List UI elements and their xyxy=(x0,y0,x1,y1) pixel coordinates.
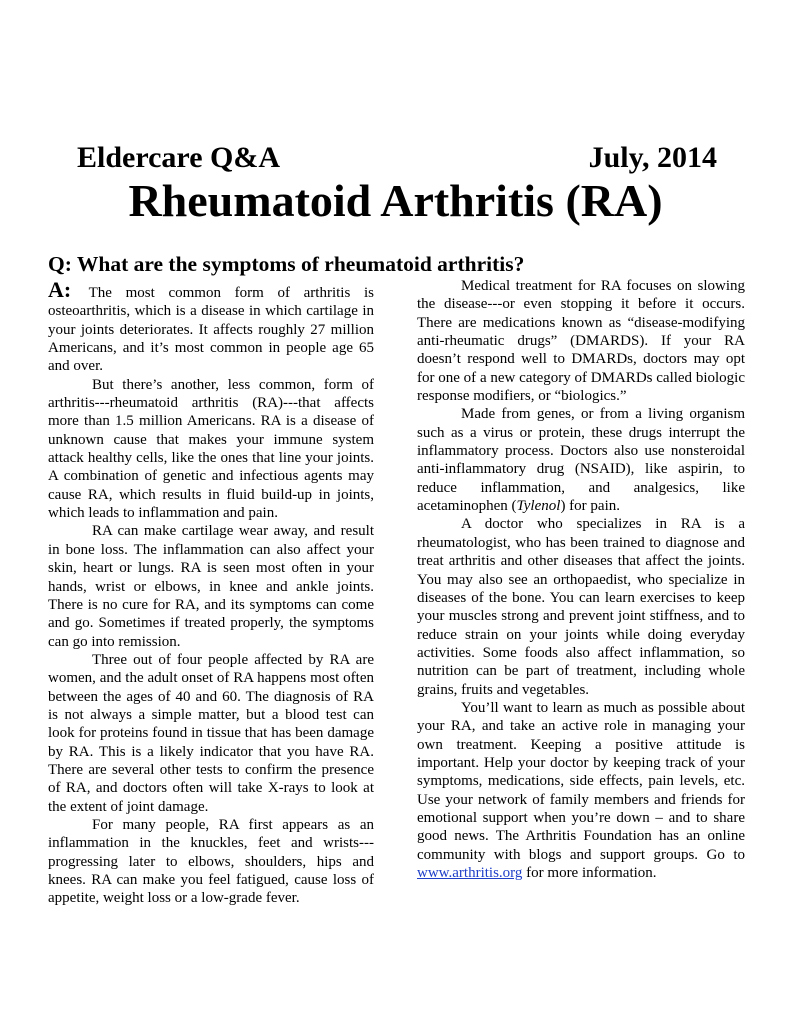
question-heading: Q: What are the symptoms of rheumatoid arthritis? xyxy=(48,252,525,276)
answer-paragraph-3: RA can make cartilage wear away, and result in bone loss. The inflammation can also affect your skin, heart or lungs. RA is seen most often in your hands, wrist or elbows, in knee and ankle joints. There is no cure for RA, and its symptoms can come and go. Sometimes if treated properly, the symptoms can go into remission. xyxy=(48,523,374,650)
answer-paragraph-2: But there’s another, less common, form of arthritis---rheumatoid arthritis (RA)---that affects more than 1.5 million Americans. RA is a disease of unknown cause that makes your immune system attack healthy cells, like the ones that line your joints. A combination of genetic and infectious agents may cause RA, which results in fluid build-up in joints, which leads to inflammation and pain. xyxy=(48,376,374,522)
answer-paragraph-8: A doctor who specializes in RA is a rheumatologist, who has been trained to diagnose and treat arthritis and other diseases that affect the joints. You may also see an orthopaedist, who specialize in diseases of the bone. You can learn exercises to keep your muscles strong and prevent joint stiffness, and to reduce strain on your joints while doing everyday activities. Some foods also affect inflammation, so nutrition can be part of treatment, including whole grains, fruits and vegetables. xyxy=(417,516,745,698)
answer-paragraph-1 xyxy=(48,277,374,376)
answer-text-9a: You’ll want to learn as much as possible about your RA, and take an active role in managing your own treatment. Keeping a positive attitude is important. Help your doctor by keeping track of your symptoms, medications, side effects, pain levels, etc. Use your network of family members and friends for emotional support when you’re down – and to share good news. The Arthritis Foundation has an online community with blogs and support groups. Go to xyxy=(417,699,745,863)
answer-paragraph-6: Medical treatment for RA focuses on slowing the disease---or even stopping it before it occurs. There are medications known as “disease-modifying anti-rheumatic drugs” (DMARDS). If your RA doesn’t respond well to DMARDs, doctors may opt for one of a new category of DMARDs called biologic response modifiers, or “biologics.” xyxy=(417,278,745,405)
answer-label: A: xyxy=(48,277,72,302)
publication-name: Eldercare Q&A xyxy=(77,141,281,174)
right-column xyxy=(417,277,745,882)
page-title: Rheumatoid Arthritis (RA) xyxy=(128,175,663,226)
issue-date: July, 2014 xyxy=(588,141,717,174)
answer-paragraph-5: For many people, RA first appears as an inflammation in the knuckles, feet and wrists---progressing later to elbows, shoulders, hips and knees. RA can make you feel fatigued, cause loss of appetite, weight loss or a low-grade fever. xyxy=(48,816,374,907)
answer-paragraph-9 xyxy=(417,699,745,882)
left-column xyxy=(48,277,374,908)
answer-paragraph-4: Three out of four people affected by RA are women, and the adult onset of RA happens most often between the ages of 40 and 60. The diagnosis of RA is not always a simple matter, but a blood test can look for proteins found in tissue that has been damage by RA. This is a likely indicator that you have RA. There are several other tests to confirm the presence of RA, and doctors often will take X-rays to look at the extent of joint damage. xyxy=(48,651,374,815)
answer-text-1: The most common form of arthritis is osteoarthritis, which is a disease in which cartilage in your joints deteriorates. It affects roughly 27 million Americans, and it’s most common in people age 65 and over. xyxy=(48,285,374,375)
tylenol-italic: Tylenol xyxy=(516,498,561,515)
answer-text-9b: for more information. xyxy=(522,865,657,881)
answer-text-7a: Made from genes, or from a living organism such as a virus or protein, these drugs interrupt the inflammatory process. Doctors also use nonsteroidal anti-inflammatory drug (NSAID), like aspirin, to reduce inflammation, and analgesics, like acetaminophen ( xyxy=(417,406,745,515)
arthritis-org-link[interactable]: www.arthritis.org xyxy=(417,865,523,881)
answer-paragraph-7 xyxy=(417,405,745,515)
answer-text-7b: ) for pain. xyxy=(560,498,620,515)
header-row xyxy=(77,140,717,176)
